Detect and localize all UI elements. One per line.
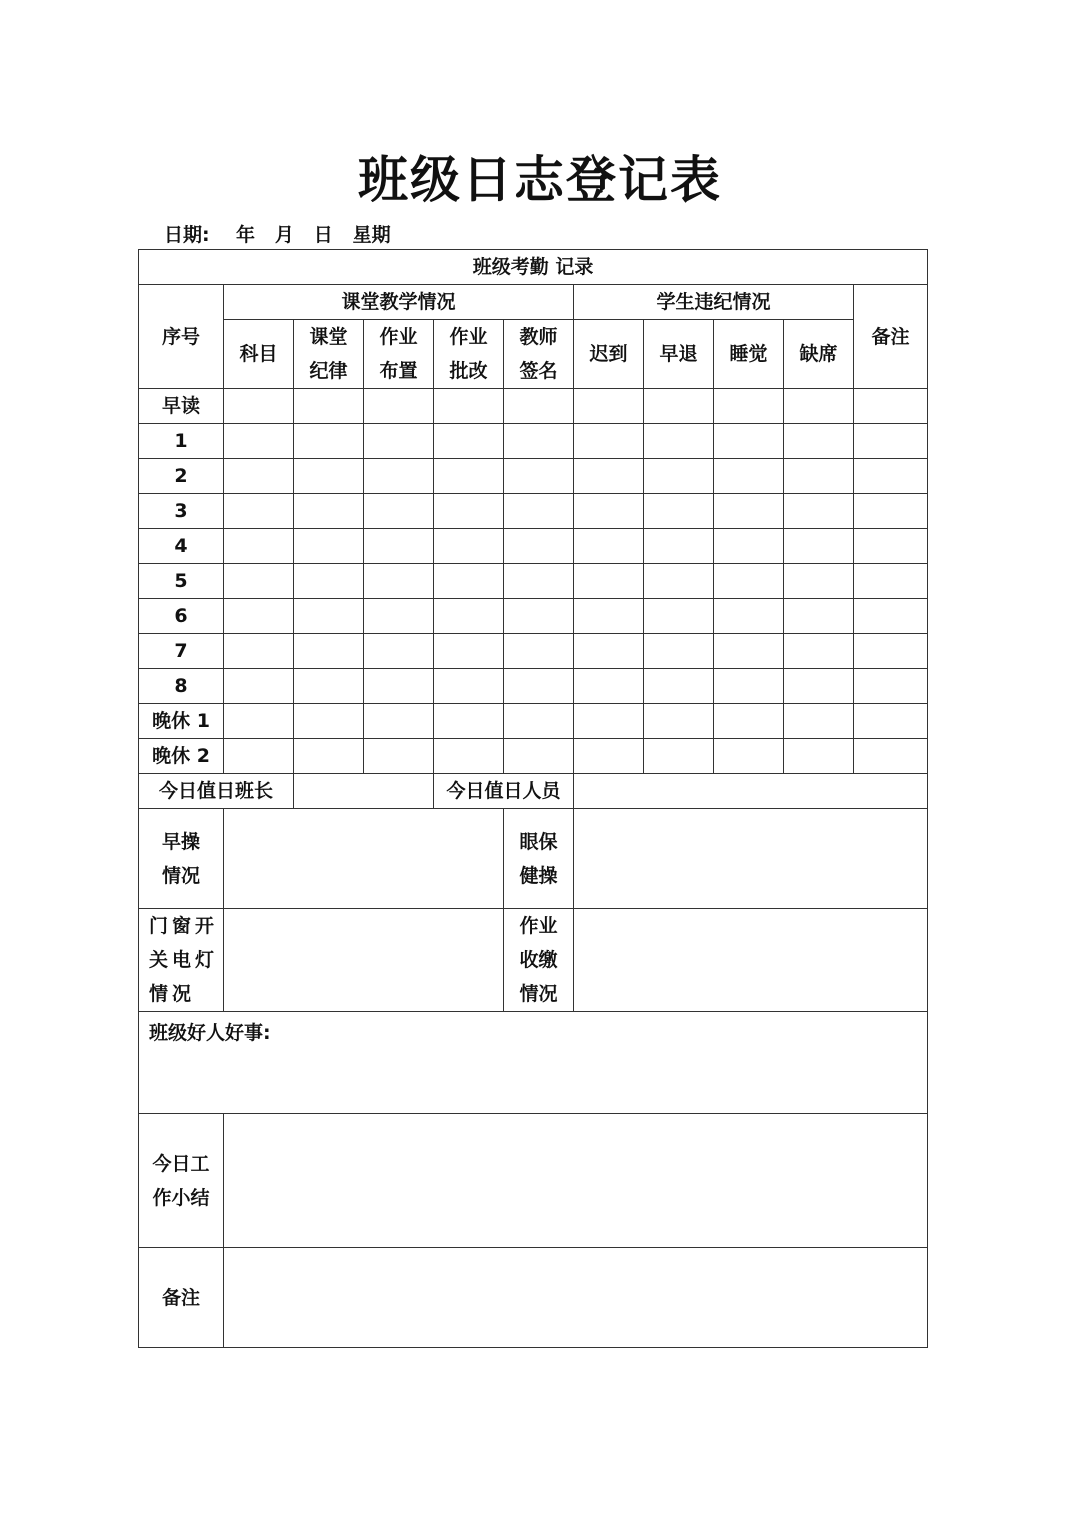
- period-label: 3: [139, 494, 224, 529]
- period-cell[interactable]: [224, 669, 294, 704]
- period-label: 早读: [139, 389, 224, 424]
- period-row: [139, 424, 928, 459]
- class-log-table: [138, 249, 928, 1348]
- period-cell[interactable]: [644, 599, 714, 634]
- period-label: 6: [139, 599, 224, 634]
- doors-lights-label: 门窗开 关电灯 情况: [139, 909, 224, 1012]
- period-cell[interactable]: [434, 704, 504, 739]
- date-line: 日期: 年 月 日 星期: [164, 224, 391, 246]
- period-cell[interactable]: [784, 389, 854, 424]
- period-cell[interactable]: [434, 564, 504, 599]
- period-cell[interactable]: [504, 529, 574, 564]
- period-cell[interactable]: [504, 634, 574, 669]
- period-cell[interactable]: [574, 564, 644, 599]
- period-cell[interactable]: [364, 424, 434, 459]
- period-cell[interactable]: [294, 389, 364, 424]
- period-cell[interactable]: [294, 704, 364, 739]
- period-cell[interactable]: [224, 704, 294, 739]
- period-cell[interactable]: [364, 669, 434, 704]
- period-cell[interactable]: [644, 669, 714, 704]
- period-cell[interactable]: [574, 424, 644, 459]
- period-cell[interactable]: [364, 529, 434, 564]
- teaching-col-subject: 科目: [224, 320, 294, 389]
- period-cell[interactable]: [784, 599, 854, 634]
- violation-col-absent: 缺席: [784, 320, 854, 389]
- period-cell[interactable]: [434, 669, 504, 704]
- period-label: 2: [139, 459, 224, 494]
- violation-group-header: 学生违纪情况: [574, 285, 854, 320]
- period-cell[interactable]: [854, 424, 928, 459]
- period-cell[interactable]: [574, 739, 644, 774]
- violation-col-late: 迟到: [574, 320, 644, 389]
- period-cell[interactable]: [854, 389, 928, 424]
- period-cell[interactable]: [504, 599, 574, 634]
- period-cell[interactable]: [714, 599, 784, 634]
- period-cell[interactable]: [224, 424, 294, 459]
- period-label: 5: [139, 564, 224, 599]
- period-cell[interactable]: [644, 459, 714, 494]
- period-cell[interactable]: [714, 424, 784, 459]
- period-cell[interactable]: [434, 634, 504, 669]
- period-cell[interactable]: [364, 739, 434, 774]
- attendance-header: 班级考勤 记录: [139, 250, 928, 285]
- page-title: 班级日志登记表: [358, 151, 722, 209]
- seq-header: 序号: [139, 285, 224, 389]
- teaching-col-discipline: 课堂 纪律: [294, 320, 364, 389]
- morning-exercise-input[interactable]: [224, 809, 504, 909]
- period-cell[interactable]: [714, 459, 784, 494]
- period-cell[interactable]: [714, 669, 784, 704]
- period-cell[interactable]: [784, 739, 854, 774]
- period-cell[interactable]: [434, 389, 504, 424]
- period-cell[interactable]: [294, 564, 364, 599]
- remarks-input[interactable]: [224, 1248, 928, 1348]
- period-cell[interactable]: [224, 529, 294, 564]
- period-cell[interactable]: [854, 669, 928, 704]
- period-cell[interactable]: [224, 599, 294, 634]
- period-cell[interactable]: [854, 459, 928, 494]
- period-label: 晚休 1: [139, 704, 224, 739]
- period-cell[interactable]: [364, 564, 434, 599]
- period-cell[interactable]: [854, 704, 928, 739]
- duty-monitor-label: 今日值日班长: [139, 774, 294, 809]
- period-cell[interactable]: [574, 669, 644, 704]
- period-row: [139, 564, 928, 599]
- period-cell[interactable]: [784, 704, 854, 739]
- period-cell[interactable]: [644, 634, 714, 669]
- period-cell[interactable]: [714, 529, 784, 564]
- remark-header: 备注: [854, 285, 928, 389]
- period-cell[interactable]: [714, 494, 784, 529]
- period-label: 1: [139, 424, 224, 459]
- period-cell[interactable]: [714, 704, 784, 739]
- period-cell[interactable]: [714, 564, 784, 599]
- period-cell[interactable]: [644, 389, 714, 424]
- duty-staff-label: 今日值日人员: [434, 774, 574, 809]
- period-label: 4: [139, 529, 224, 564]
- teaching-group-header: 课堂教学情况: [224, 285, 574, 320]
- eye-exercise-input[interactable]: [574, 809, 928, 909]
- period-cell[interactable]: [504, 704, 574, 739]
- period-cell[interactable]: [504, 564, 574, 599]
- period-cell[interactable]: [504, 669, 574, 704]
- remarks-label: 备注: [139, 1248, 224, 1348]
- period-cell[interactable]: [504, 739, 574, 774]
- homework-collect-label: 作业 收缴 情况: [504, 909, 574, 1012]
- period-cell[interactable]: [784, 459, 854, 494]
- period-cell[interactable]: [294, 529, 364, 564]
- period-row: [139, 669, 928, 704]
- period-cell[interactable]: [644, 564, 714, 599]
- period-cell[interactable]: [574, 529, 644, 564]
- period-row: [139, 529, 928, 564]
- period-row: [139, 599, 928, 634]
- period-row: [139, 704, 928, 739]
- period-cell[interactable]: [434, 459, 504, 494]
- violation-col-sleeping: 睡觉: [714, 320, 784, 389]
- summary-input[interactable]: [224, 1114, 928, 1248]
- eye-exercise-label: 眼保 健操: [504, 809, 574, 909]
- period-cell[interactable]: [294, 669, 364, 704]
- period-cell[interactable]: [854, 564, 928, 599]
- period-cell[interactable]: [644, 529, 714, 564]
- period-cell[interactable]: [784, 494, 854, 529]
- period-row: [139, 739, 928, 774]
- period-cell[interactable]: [364, 704, 434, 739]
- period-cell[interactable]: [434, 529, 504, 564]
- period-cell[interactable]: [434, 739, 504, 774]
- homework-collect-input[interactable]: [574, 909, 928, 1012]
- period-cell[interactable]: [854, 634, 928, 669]
- period-cell[interactable]: [784, 669, 854, 704]
- period-cell[interactable]: [364, 599, 434, 634]
- period-cell[interactable]: [854, 599, 928, 634]
- period-cell[interactable]: [574, 494, 644, 529]
- period-row: [139, 389, 928, 424]
- period-cell[interactable]: [574, 634, 644, 669]
- period-cell[interactable]: [714, 389, 784, 424]
- duty-monitor-input[interactable]: [294, 774, 434, 809]
- morning-exercise-label: 早操 情况: [139, 809, 224, 909]
- period-cell[interactable]: [224, 494, 294, 529]
- period-label: 晚休 2: [139, 739, 224, 774]
- period-cell[interactable]: [294, 634, 364, 669]
- period-cell[interactable]: [854, 529, 928, 564]
- period-cell[interactable]: [784, 529, 854, 564]
- period-cell[interactable]: [364, 494, 434, 529]
- period-rows: [139, 389, 928, 774]
- period-cell[interactable]: [364, 389, 434, 424]
- duty-staff-input[interactable]: [574, 774, 928, 809]
- period-label: 7: [139, 634, 224, 669]
- period-cell[interactable]: [224, 459, 294, 494]
- period-cell[interactable]: [224, 564, 294, 599]
- period-cell[interactable]: [644, 424, 714, 459]
- period-cell[interactable]: [784, 424, 854, 459]
- period-cell[interactable]: [364, 634, 434, 669]
- period-cell[interactable]: [294, 739, 364, 774]
- period-cell[interactable]: [294, 599, 364, 634]
- period-cell[interactable]: [574, 704, 644, 739]
- good-deeds-label: 班级好人好事:: [149, 1022, 271, 1044]
- doors-lights-input[interactable]: [224, 909, 504, 1012]
- period-cell[interactable]: [364, 459, 434, 494]
- period-cell[interactable]: [644, 494, 714, 529]
- period-cell[interactable]: [434, 494, 504, 529]
- period-label: 8: [139, 669, 224, 704]
- period-cell[interactable]: [294, 459, 364, 494]
- period-cell[interactable]: [224, 634, 294, 669]
- period-cell[interactable]: [784, 634, 854, 669]
- period-cell[interactable]: [504, 494, 574, 529]
- period-cell[interactable]: [714, 634, 784, 669]
- period-cell[interactable]: [714, 739, 784, 774]
- period-row: [139, 494, 928, 529]
- teaching-col-teacher-sign: 教师 签名: [504, 320, 574, 389]
- period-row: [139, 459, 928, 494]
- period-cell[interactable]: [294, 494, 364, 529]
- teaching-col-homework-grade: 作业 批改: [434, 320, 504, 389]
- summary-label: 今日工 作小结: [139, 1114, 224, 1248]
- period-cell[interactable]: [434, 424, 504, 459]
- period-cell[interactable]: [784, 564, 854, 599]
- period-cell[interactable]: [574, 599, 644, 634]
- period-cell[interactable]: [504, 389, 574, 424]
- period-cell[interactable]: [574, 459, 644, 494]
- teaching-col-homework-assign: 作业 布置: [364, 320, 434, 389]
- period-cell[interactable]: [224, 389, 294, 424]
- period-cell[interactable]: [294, 424, 364, 459]
- period-cell[interactable]: [854, 494, 928, 529]
- period-cell[interactable]: [434, 599, 504, 634]
- period-cell[interactable]: [644, 739, 714, 774]
- period-cell[interactable]: [854, 739, 928, 774]
- period-row: [139, 634, 928, 669]
- period-cell[interactable]: [644, 704, 714, 739]
- period-cell[interactable]: [574, 389, 644, 424]
- good-deeds-cell[interactable]: [139, 1012, 928, 1114]
- period-cell[interactable]: [504, 459, 574, 494]
- violation-col-leave-early: 早退: [644, 320, 714, 389]
- period-cell[interactable]: [504, 424, 574, 459]
- period-cell[interactable]: [224, 739, 294, 774]
